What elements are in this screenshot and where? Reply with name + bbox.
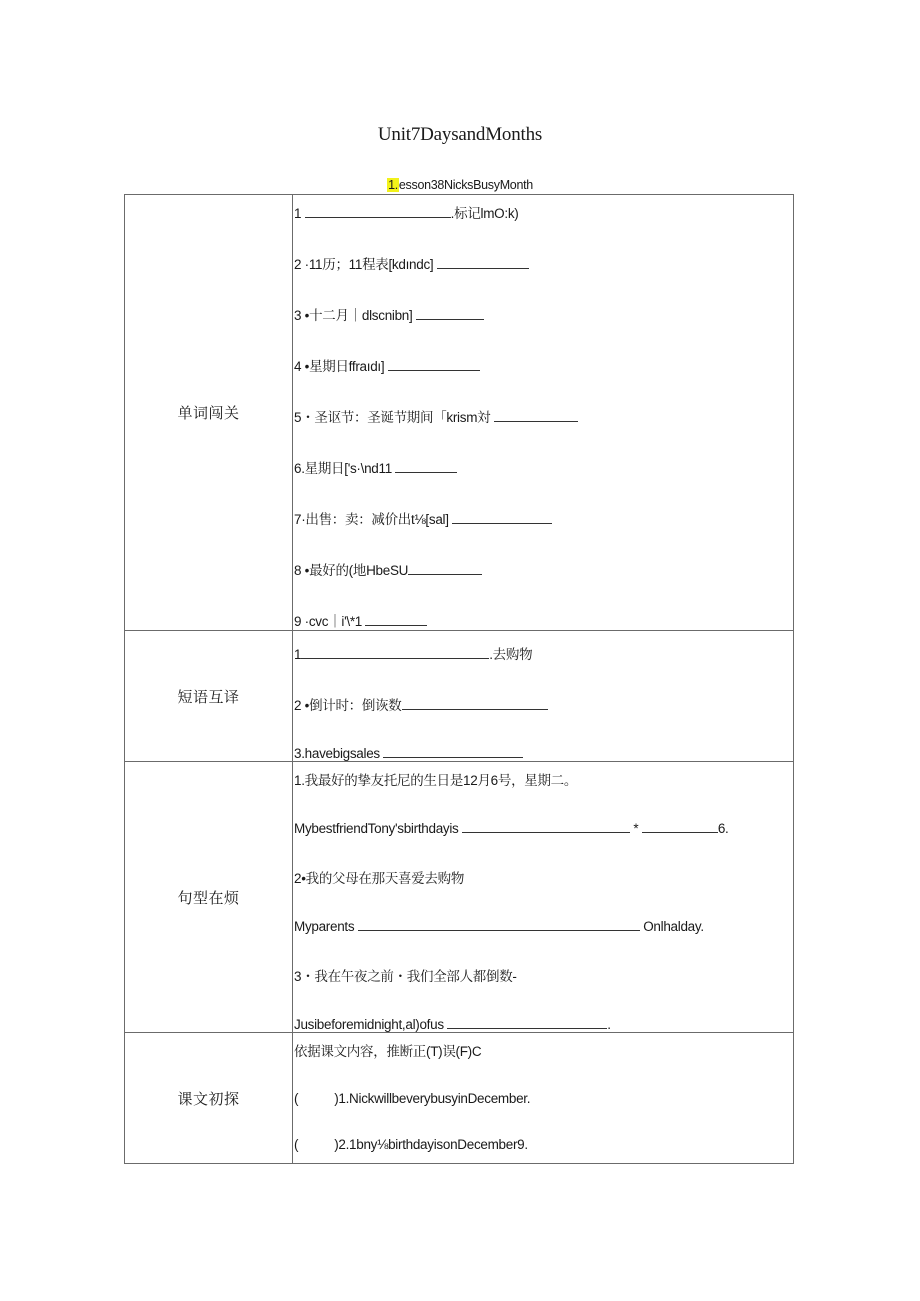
answer-blank[interactable]: [395, 460, 457, 473]
answer-blank[interactable]: [402, 697, 548, 710]
word-item-2: 2 ·11历；11程表[kdındc]: [293, 253, 793, 273]
answer-blank[interactable]: [305, 205, 451, 218]
row-words: [125, 195, 794, 631]
answer-blank[interactable]: [437, 256, 529, 269]
answer-blank[interactable]: [494, 409, 578, 422]
word-item-3: 3 •十二月｜dlscnibn]: [293, 304, 793, 324]
row-text-exploration: [125, 1033, 794, 1164]
section-label-text: 课文初探: [125, 1033, 293, 1164]
sentence-1-english: MybestfriendTony'sbirthdayis * 6.: [294, 821, 729, 836]
worksheet-table: [124, 194, 794, 1164]
row-phrases: [125, 631, 794, 762]
answer-blank[interactable]: [416, 307, 484, 320]
answer-blank[interactable]: [383, 745, 523, 758]
true-false-instruction: 依据课文内容，推断正(T)误(F)C: [294, 1044, 482, 1059]
sentence-2-english: Myparents Onlhalday.: [294, 919, 704, 934]
lesson-number-highlight: 1.: [388, 178, 398, 192]
phrase-item-3: 3.havebigsales: [293, 745, 793, 761]
answer-blank[interactable]: [447, 1016, 607, 1029]
word-item-4: 4 •星期日ffraıdı]: [293, 355, 793, 375]
sentence-3-english: Jusibeforemidnight,al)ofus .: [294, 1017, 611, 1032]
true-false-item-2: ( )2.1bny⅛birthdayisonDecember9.: [294, 1137, 528, 1152]
word-item-1: 1 .标记lmO:k): [294, 206, 519, 221]
answer-blank[interactable]: [408, 562, 482, 575]
answer-blank[interactable]: [462, 820, 630, 833]
sentence-1-chinese: 1.我最好的挚友托尼的生日是12月6号，星期二。: [294, 773, 578, 788]
answer-blank[interactable]: [388, 358, 480, 371]
section-label-phrases: 短语互译: [125, 631, 293, 762]
answer-blank[interactable]: [358, 918, 640, 931]
word-item-8: 8 •最好的(地HbeSU: [293, 559, 793, 579]
row-sentences: [125, 762, 794, 1033]
section-content-words: [293, 195, 794, 631]
word-item-7: 7·出售：卖：减价出t⅛[sal]: [293, 508, 793, 528]
word-item-9: 9 ·cvc｜i'\*1: [293, 610, 793, 630]
true-false-item-1: ( )1.NickwillbeverybusyinDecember.: [294, 1091, 531, 1106]
word-item-5: 5・圣讴节：圣诞节期间「krism対: [293, 406, 793, 426]
lesson-title: esson38NicksBusyMonth: [398, 178, 533, 192]
sentence-2-chinese: 2•我的父母在那天喜爱去购物: [294, 871, 465, 886]
sentence-3-chinese: 3・我在午夜之前・我们全部人都倒数-: [294, 969, 517, 984]
answer-blank[interactable]: [452, 511, 552, 524]
lesson-subtitle: [0, 178, 920, 192]
answer-blank[interactable]: [365, 613, 427, 626]
phrase-item-1: 1 .去购物: [294, 647, 533, 662]
phrase-item-2: 2 •倒计时：倒诙数: [293, 694, 793, 714]
answer-blank[interactable]: [642, 820, 718, 833]
section-content-sentences: [293, 762, 794, 1033]
section-content-text: [293, 1033, 794, 1164]
section-label-words: 单词闯关: [125, 195, 293, 631]
answer-blank[interactable]: [301, 646, 489, 659]
section-content-phrases: [293, 631, 794, 762]
section-label-sentences: 句型在烦: [125, 762, 293, 1033]
word-item-6: 6.星期日['s·\nd11: [293, 457, 793, 477]
page-title: Unit7DaysandMonths: [377, 124, 543, 145]
